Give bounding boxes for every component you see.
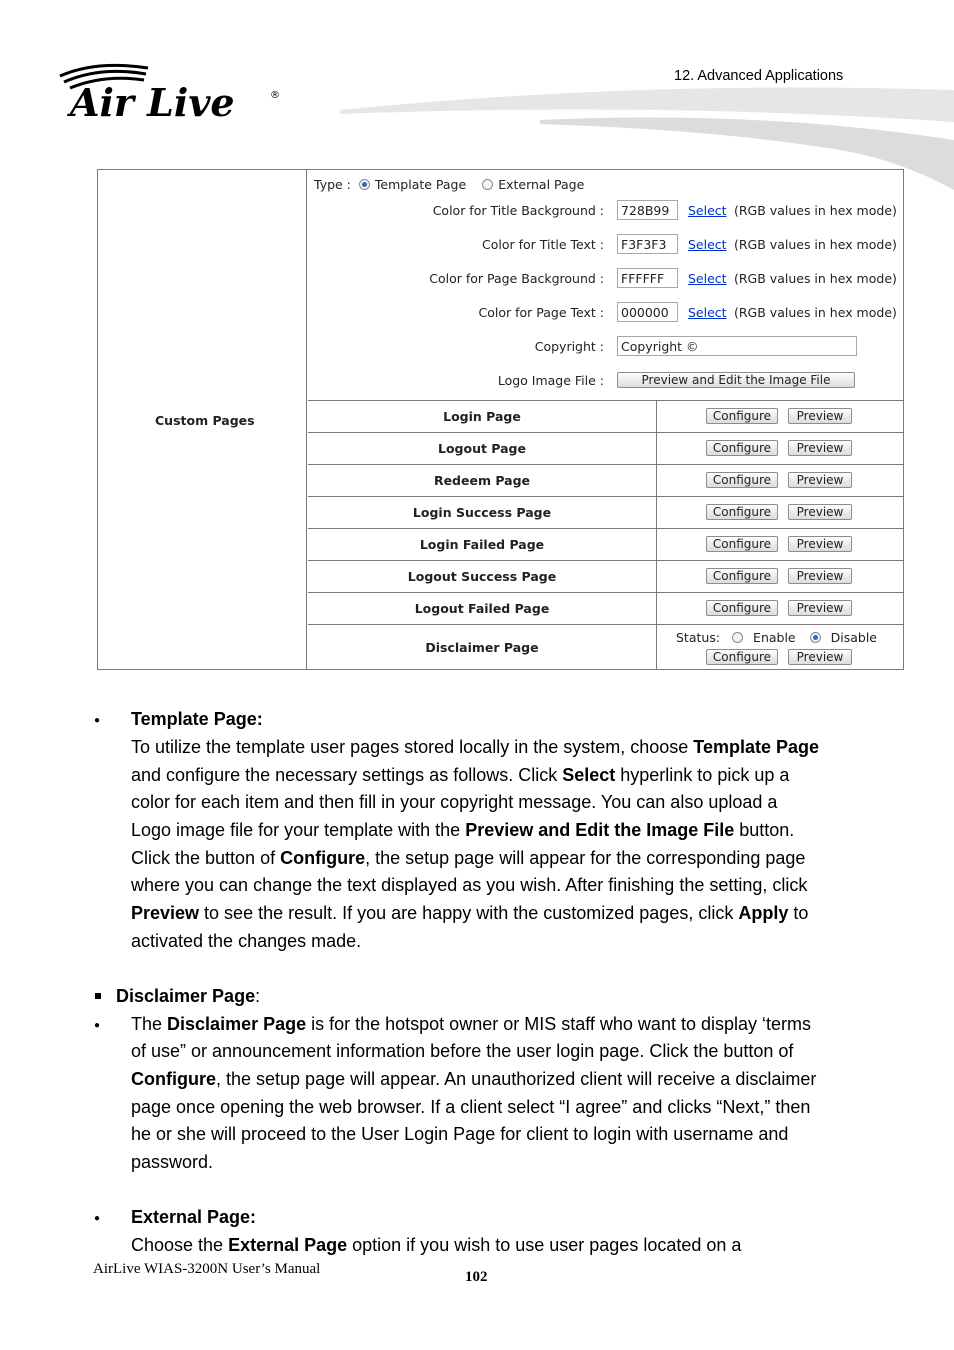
custom-pages-screenshot <box>97 169 904 670</box>
page-row-logout-success <box>308 561 904 593</box>
page-number: 102 <box>465 1269 488 1285</box>
page-text-row <box>308 302 904 324</box>
page-text-hint: (RGB values in hex mode) <box>734 305 897 320</box>
preview-button[interactable]: Preview <box>788 536 852 552</box>
page-name: Logout Failed Page <box>308 593 657 624</box>
bullet-dot: ● <box>94 1213 101 1224</box>
disclaimer-line-6: password. <box>131 1152 214 1172</box>
template-line-7: Preview to see the result. If you are happy with the customized pages, click Apply to <box>131 903 809 923</box>
title-text-input[interactable]: F3F3F3 <box>617 234 678 254</box>
section-label: Custom Pages <box>155 413 255 428</box>
logo-label: Logo Image File : <box>497 373 604 388</box>
disclaimer-line-3: Configure, the setup page will appear. An unauthorized client will receive a disclaimer <box>131 1069 817 1089</box>
configure-button[interactable]: Configure <box>706 408 778 424</box>
configure-button[interactable]: Configure <box>706 600 778 616</box>
disable-option[interactable]: Disable <box>830 630 877 645</box>
external-page-radio[interactable] <box>482 179 493 190</box>
template-line-1: To utilize the template user pages stored locally in the system, choose Template Page <box>131 737 820 757</box>
square-bullet <box>95 993 101 999</box>
page-text-select-link[interactable]: Select <box>688 305 727 320</box>
enable-radio[interactable] <box>732 632 743 643</box>
template-line-2: and configure the necessary settings as follows. Click Select hyperlink to pick up a <box>131 765 790 785</box>
page-name: Redeem Page <box>308 465 657 496</box>
template-line-4: Logo image file for your template with the Preview and Edit the Image File button. <box>131 820 795 840</box>
page-row-logout <box>308 433 904 465</box>
disclaimer-line-4: page once opening the web browser. If a client select “I agree” and clicks “Next,” then <box>131 1097 811 1117</box>
copyright-input[interactable]: Copyright © <box>617 336 857 356</box>
svg-text:Air Live: Air Live <box>70 80 235 122</box>
disclaimer-heading: Disclaimer Page: <box>116 986 261 1006</box>
title-bg-hint: (RGB values in hex mode) <box>734 203 897 218</box>
configure-button[interactable]: Configure <box>706 649 778 665</box>
section-label-cell <box>98 170 307 669</box>
preview-button[interactable]: Preview <box>788 649 852 665</box>
disclaimer-status <box>676 630 877 645</box>
manual-title: AirLive WIAS-3200N User’s Manual <box>93 1261 321 1277</box>
preview-button[interactable]: Preview <box>788 600 852 616</box>
title-bg-select-link[interactable]: Select <box>688 203 727 218</box>
template-page-option[interactable]: Template Page <box>374 177 467 192</box>
title-text-row <box>308 234 904 256</box>
preview-button[interactable]: Preview <box>788 504 852 520</box>
copyright-label: Copyright : <box>534 339 604 354</box>
title-bg-input[interactable]: 728B99 <box>617 200 678 220</box>
page-name: Logout Success Page <box>308 561 657 592</box>
page-row-redeem <box>308 465 904 497</box>
page-text-label: Color for Page Text : <box>478 305 604 320</box>
airlive-logo <box>56 58 286 122</box>
external-line-1: Choose the External Page option if you wish to use user pages located on a <box>131 1235 742 1255</box>
page-name: Logout Page <box>308 433 657 464</box>
template-page-heading: Template Page: <box>131 709 263 729</box>
page-bg-hint: (RGB values in hex mode) <box>734 271 897 286</box>
external-page-heading: External Page: <box>131 1207 257 1227</box>
page-name: Login Failed Page <box>308 529 657 560</box>
title-text-label: Color for Title Text : <box>482 237 604 252</box>
type-selector <box>314 177 584 192</box>
preview-button[interactable]: Preview <box>788 440 852 456</box>
page-bg-row <box>308 268 904 290</box>
svg-text:®: ® <box>270 90 280 101</box>
enable-option[interactable]: Enable <box>753 630 796 645</box>
configure-button[interactable]: Configure <box>706 504 778 520</box>
page-row-disclaimer <box>308 625 904 669</box>
status-label: Status: <box>676 630 721 645</box>
page-row-login <box>308 401 904 433</box>
disclaimer-line-5: he or she will proceed to the User Login Page for client to login with username and <box>131 1124 789 1144</box>
configure-button[interactable]: Configure <box>706 440 778 456</box>
page-name: Login Page <box>308 401 657 432</box>
page-name: Disclaimer Page <box>308 625 657 669</box>
template-settings <box>308 170 904 401</box>
configure-button[interactable]: Configure <box>706 568 778 584</box>
bullet-dot: ● <box>94 1020 101 1031</box>
copyright-row <box>308 336 904 358</box>
title-bg-row <box>308 200 904 222</box>
page-bg-select-link[interactable]: Select <box>688 271 727 286</box>
template-line-8: activated the changes made. <box>131 931 362 951</box>
configure-button[interactable]: Configure <box>706 536 778 552</box>
external-page-option[interactable]: External Page <box>498 177 585 192</box>
page-row-login-failed <box>308 529 904 561</box>
preview-button[interactable]: Preview <box>788 472 852 488</box>
type-label: Type : <box>314 177 351 192</box>
page-name: Login Success Page <box>308 497 657 528</box>
title-bg-label: Color for Title Background : <box>432 203 604 218</box>
page-text-input[interactable]: 000000 <box>617 302 678 322</box>
template-line-6: where you can change the text displayed as you wish. After finishing the setting, click <box>131 875 808 895</box>
template-line-5: Click the button of Configure, the setup page will appear for the corresponding page <box>131 848 806 868</box>
disclaimer-line-1: The Disclaimer Page is for the hotspot owner or MIS staff who want to display ‘terms <box>131 1014 811 1034</box>
bullet-dot: ● <box>94 715 101 726</box>
preview-button[interactable]: Preview <box>788 408 852 424</box>
title-text-select-link[interactable]: Select <box>688 237 727 252</box>
page-bg-input[interactable]: FFFFFF <box>617 268 678 288</box>
template-line-3: color for each item and then fill in your copyright message. You can also upload a <box>131 792 778 812</box>
page-row-login-success <box>308 497 904 529</box>
template-page-radio[interactable] <box>359 179 370 190</box>
chapter-title: 12. Advanced Applications <box>674 68 844 84</box>
logo-row <box>308 370 904 392</box>
configure-button[interactable]: Configure <box>706 472 778 488</box>
disable-radio[interactable] <box>810 632 821 643</box>
preview-button[interactable]: Preview <box>788 568 852 584</box>
title-text-hint: (RGB values in hex mode) <box>734 237 897 252</box>
preview-edit-image-button[interactable]: Preview and Edit the Image File <box>617 372 855 388</box>
disclaimer-line-2: of use” or announcement information before the user login page. Click the button of <box>131 1041 794 1061</box>
page-row-logout-failed <box>308 593 904 625</box>
page-bg-label: Color for Page Background : <box>429 271 604 286</box>
